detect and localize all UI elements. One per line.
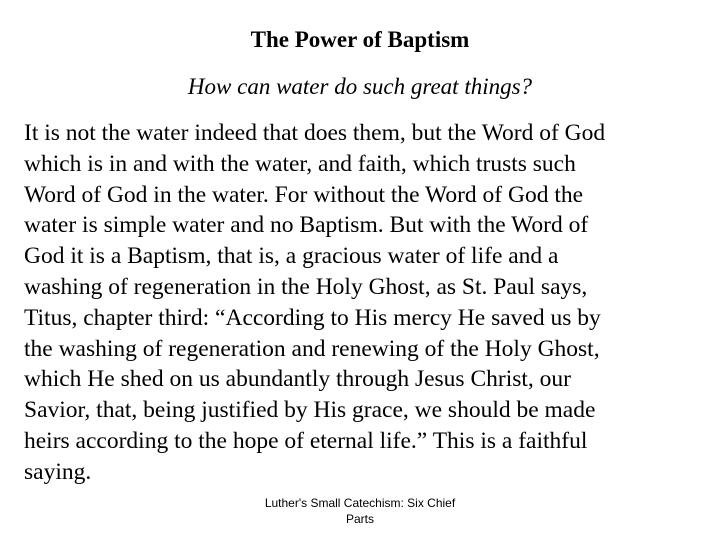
body-line: the washing of regeneration and renewing of the Holy Ghost, (24, 335, 600, 362)
slide-title: The Power of Baptism (250, 27, 470, 52)
body-line: saying. (24, 458, 92, 485)
body-line: heirs according to the hope of eternal life.” This is a faithful (24, 427, 588, 454)
body-line: Titus, chapter third: “According to His mercy He saved us by (24, 304, 601, 331)
body-line: water is simple water and no Baptism. But with the Word of (24, 212, 589, 239)
body-paragraph (24, 118, 700, 488)
body-line: Savior, that, being justified by His grace, we should be made (24, 397, 596, 424)
body-line: which He shed on us abundantly through Jesus Christ, our (24, 366, 571, 393)
body-line: Word of God in the water. For without the Word of God the (24, 181, 584, 208)
slide-footer (240, 495, 480, 527)
body-line: God it is a Baptism, that is, a gracious water of life and a (24, 243, 559, 270)
footer-line: Parts (345, 512, 374, 526)
body-line: It is not the water indeed that does them, but the Word of God (24, 120, 606, 146)
slide-subtitle: How can water do such great things? (187, 74, 533, 99)
body-line: washing of regeneration in the Holy Ghost, as St. Paul says, (24, 273, 588, 300)
body-line: which is in and with the water, and faith, which trusts such (24, 150, 576, 177)
footer-line: Luther's Small Catechism: Six Chief (264, 496, 456, 510)
